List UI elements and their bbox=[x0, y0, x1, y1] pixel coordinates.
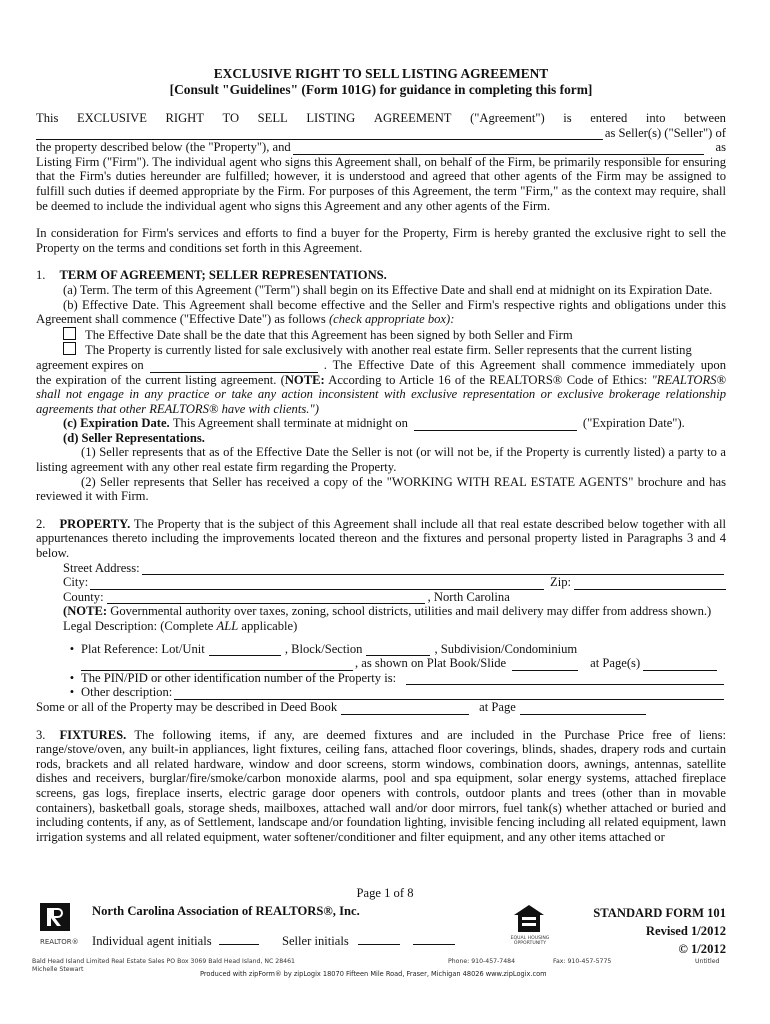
representation-2: (2) Seller represents that Seller has received a copy of the "WORKING WITH REAL ESTATE AGENTS" brochure and has reviewed it with Firm. bbox=[36, 474, 726, 504]
intro-word: LISTING bbox=[306, 111, 356, 125]
initials-row: Individual agent initials Seller initials bbox=[92, 933, 455, 949]
equal-housing-label: EQUAL HOUSING OPPORTUNITY bbox=[510, 936, 550, 946]
expiration-date-row: (c) Expiration Date. This Agreement shall terminate at midnight on ("Expiration Date"). bbox=[63, 416, 685, 431]
representation-1: (1) Seller represents that as of the Effective Date the Seller is not (or will not be, if the Property is currently listed) a party to a listing agreement with any other real estate firm regarding the Property. bbox=[36, 445, 726, 475]
other-description-field[interactable] bbox=[174, 688, 724, 700]
pin-row: • The PIN/PID or other identification number of the Property is: bbox=[36, 671, 726, 686]
subdivision-field[interactable] bbox=[81, 659, 353, 671]
legal-description-label: Legal Description: (Complete ALL applicable) bbox=[63, 619, 298, 633]
intro-word: This bbox=[36, 111, 59, 125]
form-subtitle: [Consult "Guidelines" (Form 101G) for guidance in completing this form] bbox=[169, 82, 593, 97]
page-number: Page 1 of 8 bbox=[356, 886, 414, 900]
other-description-row: • Other description: bbox=[36, 685, 726, 700]
seller-name-row: as Seller(s) ("Seller") of bbox=[36, 126, 726, 141]
note-realtors-code: the expiration of the current listing agreement. (NOTE: According to Article 16 of the REALTORS® Code of Ethics: "REALTORS® shall not engage in any practice or take any action inconsistent with exclusive representation or exclusive brokerage relationship agreements that other REALTORS® have with clients.") bbox=[36, 372, 727, 416]
seller-name-field[interactable] bbox=[36, 128, 603, 140]
intro-word: between bbox=[684, 111, 726, 125]
address-note: (NOTE: Governmental authority over taxes, zoning, school districts, utilities and mail delivery may differ from address shown.) bbox=[63, 604, 712, 619]
pin-field[interactable] bbox=[406, 673, 724, 685]
effective-option-1: The Effective Date shall be the date that this Agreement has been signed by both Seller and Firm bbox=[36, 327, 726, 343]
plat-book-field[interactable] bbox=[512, 659, 578, 671]
intro-word: SELL bbox=[257, 111, 288, 125]
county-field[interactable] bbox=[107, 592, 425, 604]
association-name: North Carolina Association of REALTORS®, Inc. bbox=[92, 904, 360, 918]
document-body bbox=[36, 66, 726, 844]
intro-word: EXCLUSIVE bbox=[76, 111, 147, 125]
realtor-r-logo bbox=[38, 903, 78, 943]
lot-unit-field[interactable] bbox=[209, 644, 281, 656]
seller-initials-field-2[interactable] bbox=[413, 933, 455, 945]
form-identifier: STANDARD FORM 101 Revised 1/2012 © 1/2012 bbox=[593, 906, 726, 956]
office-address: Bald Head Island Limited Real Estate Sales PO Box 3069 Bald Head Island, NC 28461 bbox=[32, 958, 295, 965]
effective-date-clause: (b) Effective Date. This Agreement shall become effective and the Seller and Firm's respective rights and obligations under this Agreement shall commence ("Effective Date") as follows (check appropriate box): bbox=[36, 297, 726, 327]
intro-word: ("Agreement") bbox=[470, 111, 545, 125]
intro-word: entered bbox=[590, 111, 628, 125]
section-2-paragraph: 2. PROPERTY. The Property that is the subject of this Agreement shall include all that real estate described below together with all appurtenances thereto including the improvements located thereon and the fixtures and personal property listed in Paragraphs 3 and 4 below. bbox=[36, 516, 726, 561]
agent-name: Michelle Stewart bbox=[32, 966, 84, 973]
term-clause: (a) Term. The term of this Agreement ("Term") shall begin on its Effective Date and shall end at midnight on its Expiration Date. bbox=[63, 282, 713, 297]
street-address-row: Street Address: bbox=[36, 561, 726, 576]
intro-paragraph: Listing Firm ("Firm"). The individual agent who signs this Agreement shall, on behalf of the Firm, be primarily responsible for ensuring that the Firm's duties hereunder are fulfilled; however, it is understood and agreed that other agents of the Firm may be assigned to fulfill such duties if deemed appropriate by the Firm. For purposes of this Agreement, the term "Firm," as the context may require, shall be deemed to include the individual agent who signs this Agreement and any other agents of the Firm. bbox=[36, 154, 726, 213]
intro-word: AGREEMENT bbox=[373, 111, 452, 125]
plat-reference-row: • Plat Reference: Lot/Unit , Block/Section , Subdivision/Condominium bbox=[69, 641, 578, 656]
section-3-paragraph: 3. FIXTURES. The following items, if any, are deemed fixtures and are included in the Purchase Price free of liens: range/stove/oven, any built-in appliances, light fixtures, ceiling fans, attached floor coverings, blinds, shades, drapery rods and curtain rods, brackets and all related hardware, window and door screens, storm windows, combination doors, awnings, antennas, satellite dishes and receivers, burglar/fire/smoke/carbon monoxide alarms, pool and spa equipment, solar energy systems, attached fireplace screens, gas logs, fireplace inserts, electric garage door openers with controls, outdoor plants and trees (other than in movable containers), basketball goals, storage sheds, mailboxes, attached wall and/or door mirrors, fuel tank(s) whether attached or buried and including contents, if any, as of Settlement, landscape and/or foundation lighting, invisible fencing including all related equipment, lawn irrigation systems and all related equipment, water softener/conditioner and filter equipment, and any other items attached or bbox=[36, 727, 726, 844]
listing-firm-field[interactable] bbox=[293, 143, 704, 155]
expiration-date-field[interactable] bbox=[414, 419, 577, 431]
file-name: Untitled bbox=[695, 958, 720, 965]
intro-word: RIGHT bbox=[165, 111, 204, 125]
plat-book-row: , as shown on Plat Book/Slide at Page(s) bbox=[36, 656, 726, 671]
fax: Fax: 910-457-5775 bbox=[553, 958, 612, 965]
section-1-heading: 1. TERM OF AGREEMENT; SELLER REPRESENTATIONS. bbox=[36, 268, 387, 283]
zipform-credit: Produced with zipForm® by zipLogix 18070 Fifteen Mile Road, Fraser, Michigan 48026 www.zipLogix.com bbox=[200, 970, 547, 978]
deed-book-field[interactable] bbox=[341, 703, 469, 715]
current-listing-expiry-row: agreement expires on . The Effective Date of this Agreement shall commence immediately upon bbox=[36, 357, 726, 372]
street-address-field[interactable] bbox=[142, 563, 724, 575]
realtor-label: REALTOR® bbox=[40, 938, 79, 946]
option-1-checkbox[interactable] bbox=[63, 327, 76, 340]
seller-representations-heading: (d) Seller Representations. bbox=[63, 430, 205, 445]
block-section-field[interactable] bbox=[366, 644, 430, 656]
plat-pages-field[interactable] bbox=[643, 659, 717, 671]
consideration-paragraph: In consideration for Firm's services and efforts to find a buyer for the Property, Firm is hereby granted the exclusive right to sell the Property on the terms and conditions set forth in this Agreement. bbox=[36, 226, 726, 255]
intro-word: is bbox=[563, 111, 572, 125]
option-2-checkbox[interactable] bbox=[63, 342, 76, 355]
zip-field[interactable] bbox=[574, 578, 726, 590]
intro-word: TO bbox=[222, 111, 240, 125]
form-title: EXCLUSIVE RIGHT TO SELL LISTING AGREEMENT bbox=[213, 66, 549, 81]
current-listing-expiry-field[interactable] bbox=[150, 361, 318, 373]
effective-option-2: The Property is currently listed for sale exclusively with another real estate firm. Seller represents that the current listing bbox=[36, 342, 726, 358]
city-field[interactable] bbox=[90, 578, 544, 590]
intro-word: into bbox=[645, 111, 666, 125]
seller-initials-field-1[interactable] bbox=[358, 933, 400, 945]
phone: Phone: 910-457-7484 bbox=[448, 958, 516, 965]
city-zip-row: City: Zip: bbox=[36, 575, 726, 590]
deed-book-row: Some or all of the Property may be described in Deed Book at Page bbox=[36, 700, 726, 715]
deed-page-field[interactable] bbox=[520, 703, 646, 715]
agent-initials-field[interactable] bbox=[219, 933, 259, 945]
firm-name-row: the property described below (the "Property"), and as bbox=[36, 140, 726, 155]
county-row: County: , North Carolina bbox=[63, 589, 510, 604]
intro-line-1 bbox=[36, 111, 726, 126]
